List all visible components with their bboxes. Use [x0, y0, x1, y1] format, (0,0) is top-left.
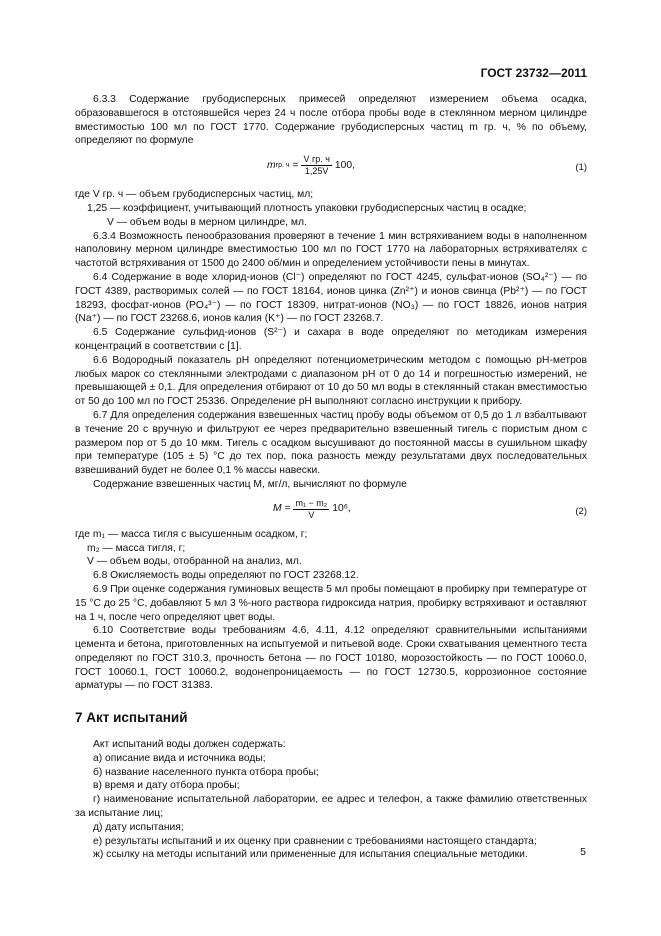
paragraph-6-5: 6.5 Содержание сульфид-ионов (S²⁻) и сахара в воде определяют по методикам измерения концентраций в соответствии с [1]. — [75, 327, 587, 352]
formula-1-tail: 100, — [334, 159, 355, 171]
formula-2-numerator: m₁ − m₂ — [295, 497, 328, 508]
list-item: а) описание вида и источника воды; — [93, 752, 266, 764]
paragraph-6-3-4: 6.3.4 Возможность пенообразования проверяют в течение 1 мин встряхиванием воды в наполненном наполовину мерном цилиндре вместимостью 100 мл по ГОСТ 1770 на лабораторных встряхивателях с частотой встряхивания от 1500 до 2400 об/мин и определением устойчивости пены в минутах. — [75, 230, 587, 270]
definition-line: где m₁ — масса тигля с высушенным осадком, г; — [75, 528, 308, 540]
list-item: в) время и дату отбора пробы; — [93, 780, 240, 792]
document-header: ГОСТ 23732—2011 — [480, 66, 587, 80]
formula-2-lhs: M = — [273, 503, 291, 515]
formula-1-lhs: m — [267, 159, 276, 171]
formula-2-fraction — [293, 498, 329, 521]
formula-1-numerator: V гр. ч — [303, 154, 330, 165]
paragraph-6-7: 6.7 Для определения содержания взвешенных частиц пробу воды объемом от 0,5 до 1 л взбалтывают в течение 20 с вручную и фильтруют ее через предварительно взвешенный тигель с пористым дном с размером пор от 5 до 10 мкм. Тигель с осадком высушивают до постоянной массы в сушильном шкафу при температуре (105 ± 5) °С до тех пор, пока разность между результатами двух последовательных взвешиваний будет не более 0,1 % массы навески. — [75, 409, 587, 477]
formula-1-lhs-sub: гр. ч — [275, 161, 290, 169]
list-item: ж) ссылку на методы испытаний или примененные для испытания специальные методики. — [93, 849, 528, 861]
page-number: 5 — [580, 846, 586, 858]
definition-line: где V гр. ч — объем грубодисперсных частиц, мл; — [75, 189, 314, 201]
paragraph-6-8: 6.8 Окисляемость воды определяют по ГОСТ 23268.12. — [93, 570, 359, 582]
paragraph-6-3-3: 6.3.3 Содержание грубодисперсных примесей определяют измерением объема осадка, образовавшегося в отстоявшейся через 24 ч после отбора пробы воде в стеклянном мерном цилиндре вместимостью 100 мл по ГОСТ 1770. Содержание грубодисперсных частиц m гр. ч, % по объему, определяют по формуле — [75, 94, 587, 147]
paragraph-6-7-formula-intro: Содержание взвешенных частиц M, мг/л, вычисляют по формуле — [93, 478, 407, 490]
act-intro: Акт испытаний воды должен содержать: — [93, 739, 286, 751]
document-body — [75, 93, 587, 862]
paragraph-6-10: 6.10 Соответствие воды требованиям 4.6, 4.11, 4.12 определяют сравнительными испытаниями цемента и бетона, приготовленных на испытуемой и питьевой воде. Сроки схватывания цементного теста определяют по ГОСТ 310.3, прочность бетона — по ГОСТ 10180, морозостойкость — по ГОСТ 10060.0, ГОСТ 10060.1, ГОСТ 10060.2, водонепроницаемость — по ГОСТ 12730.5, коррозионное состояние арматуры — по ГОСТ 31383. — [75, 625, 587, 692]
formula-1-fraction — [301, 154, 331, 177]
formula-2-number: (2) — [575, 505, 587, 517]
formula-2-tail: 10⁶, — [332, 503, 351, 515]
paragraph-6-6: 6.6 Водородный показатель pH определяют потенциометрическим методом с помощью pH-метров любых марок со стеклянными электродами с диапазоном pH от 0 до 14 и погрешностью измерений, не превышающей ± 0,1. Для определения отбирают от 10 до 50 мл воды в стеклянный стакан вместимостью от 50 до 100 мл по ГОСТ 25336. Определение pH выполняют согласно инструкции к прибору. — [75, 354, 587, 408]
definition-line: V — объем воды, отобранной на анализ, мл. — [87, 556, 302, 568]
formula-1-number: (1) — [575, 162, 587, 174]
list-item: б) название населенного пункта отбора пробы; — [93, 766, 319, 778]
list-item: г) наименование испытательной лаборатории, ее адрес и телефон, а также фамилию ответственных за испытание лиц; — [75, 794, 587, 820]
paragraph-6-9: 6.9 При оценке содержания гуминовых веществ 5 мл пробы помещают в пробирку при температуре от 15 °С до 25 °С, добавляют 5 мл 3 %-ного раствора гидроксида натрия, пробирку встряхивают и оставляют на 1 ч, после чего определяют цвет воды. — [75, 583, 587, 623]
formula-1-definitions — [75, 188, 587, 229]
formula-2-definitions — [75, 528, 587, 569]
definition-line: V — объем воды в мерном цилиндре, мл. — [107, 216, 307, 228]
formula-1: m гр. ч = $\frac{\text{V гр. ч}}{1,25V}$ 100, (1) — [267, 154, 587, 177]
list-item: е) результаты испытаний и их оценку при сравнении с требованиями настоящего стандарта; — [93, 835, 537, 847]
paragraph-6-4: 6.4 Содержание в воде хлорид-ионов (Cl⁻) определяют по ГОСТ 4245, сульфат-ионов (SO₄²⁻) — по ГОСТ 4389, растворимых солей — по ГОСТ 18164, ионов цинка (Zn²⁺) и ионов свинца (Pb²⁺) — по ГОСТ 18293, фосфат-ионов (PO₄³⁻) — по ГОСТ 18309, нитрат-ионов (NO₃) — по ГОСТ 18826, ионов натрия (Na⁺) — по ГОСТ 23268.6, ионов калия (K⁺) — по ГОСТ 23268.7. — [75, 271, 587, 325]
definition-line: m₂ — масса тигля, г; — [87, 542, 186, 554]
definition-line: 1,25 — коэффициент, учитывающий плотность упаковки грубодисперсных частиц в осадке; — [87, 202, 527, 214]
formula-2-denominator: V — [308, 509, 315, 520]
list-item: д) дату испытания; — [93, 821, 184, 833]
formula-2 — [75, 492, 587, 528]
formula-1-denominator: 1,25V — [304, 166, 329, 177]
section-7-heading: 7 Акт испытаний — [75, 710, 188, 726]
